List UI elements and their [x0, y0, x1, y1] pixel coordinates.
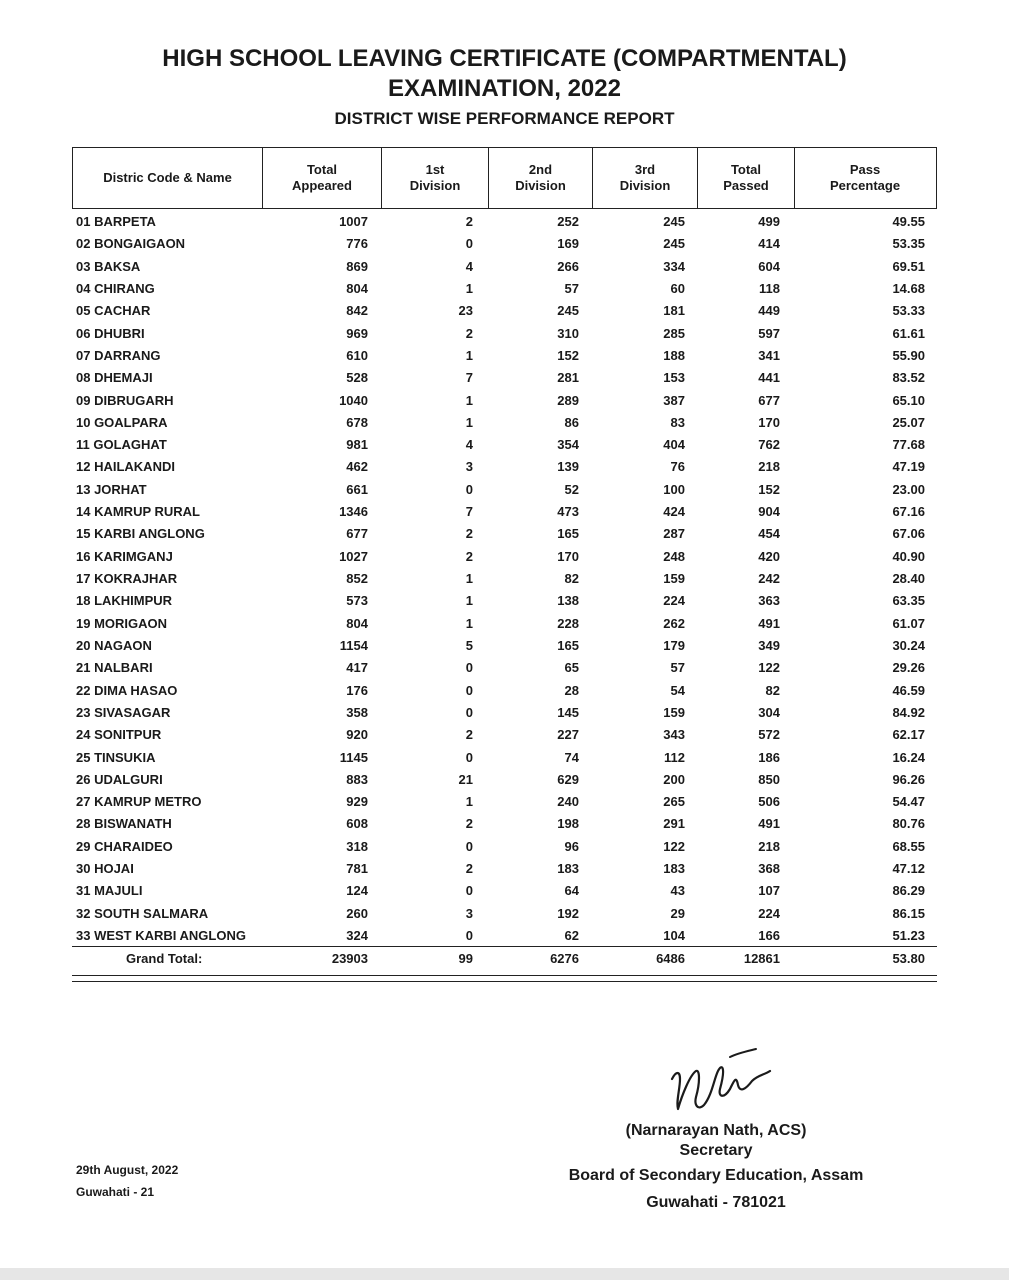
second-division: 139	[557, 459, 579, 475]
district-name: 24 SONITPUR	[76, 727, 162, 743]
pass-percentage: 16.24	[892, 749, 925, 765]
total-passed: 414	[758, 236, 780, 252]
district-name: 14 KAMRUP RURAL	[76, 504, 200, 520]
pass-percentage: 61.61	[892, 325, 925, 341]
total-passed: 242	[758, 571, 780, 586]
total-appeared: 781	[346, 861, 368, 877]
pass-percentage: 65.10	[892, 392, 925, 408]
table-row	[0, 903, 1009, 925]
district-name: 04 CHIRANG	[76, 280, 155, 296]
total-passed: 170	[758, 414, 780, 430]
total-appeared: 462	[346, 459, 368, 475]
total-passed: 107	[758, 883, 780, 899]
pass-percentage: 84.92	[892, 704, 925, 720]
first-division: 0	[465, 704, 473, 720]
pass-percentage: 62.17	[892, 727, 925, 743]
third-division: 404	[663, 437, 685, 453]
first-division: 7	[465, 504, 473, 520]
third-division: 60	[670, 280, 685, 296]
table-row	[0, 233, 1009, 255]
first-division: 1	[465, 347, 473, 363]
table-row	[0, 456, 1009, 478]
third-division: 387	[663, 392, 685, 408]
second-division: 152	[557, 347, 579, 363]
district-name: 09 DIBRUGARH	[76, 392, 174, 408]
pass-percentage: 53.33	[892, 303, 925, 319]
table-row	[0, 211, 1009, 233]
pass-percentage: 47.19	[892, 459, 925, 475]
table-row	[0, 501, 1009, 523]
district-name: 32 SOUTH SALMARA	[76, 905, 209, 921]
grand-total-label: Grand Total:	[126, 951, 203, 966]
first-division: 0	[465, 838, 473, 854]
total-appeared: 176	[346, 682, 368, 698]
first-division: 2	[465, 548, 473, 564]
table-row	[0, 613, 1009, 635]
report-place: Guwahati - 21	[76, 1185, 155, 1199]
second-division: 96	[564, 838, 579, 854]
first-division: 3	[465, 905, 473, 921]
first-division: 5	[465, 637, 473, 653]
first-division: 0	[465, 660, 473, 676]
total-passed: 449	[758, 303, 780, 319]
table-row	[0, 791, 1009, 813]
pass-percentage: 30.24	[892, 637, 925, 653]
district-name: 10 GOALPARA	[76, 414, 168, 430]
third-division: 245	[663, 236, 685, 252]
table-row	[0, 925, 1009, 947]
total-passed: 304	[758, 704, 780, 720]
district-name: 25 TINSUKIA	[76, 749, 156, 765]
total-divider-top	[72, 946, 937, 947]
total-appeared: 869	[346, 258, 368, 274]
table-row	[0, 390, 1009, 412]
third-division: 112	[664, 749, 685, 765]
district-name: 11 GOLAGHAT	[76, 437, 167, 453]
third-division: 334	[663, 258, 685, 274]
district-name: 15 KARBI ANGLONG	[76, 526, 205, 542]
district-name: 17 KOKRAJHAR	[76, 571, 178, 586]
table-row	[0, 434, 1009, 456]
total-passed: 499	[758, 214, 780, 229]
district-name: 08 DHEMAJI	[76, 370, 153, 386]
column-header-third-division: 3rd Division	[592, 148, 697, 208]
second-division: 473	[557, 504, 579, 520]
total-appeared: 358	[346, 704, 368, 720]
second-division: 198	[557, 816, 579, 832]
third-division: 262	[663, 615, 685, 631]
third-division: 76	[670, 459, 685, 475]
grand-total-third-division: 6486	[656, 951, 685, 966]
pass-percentage: 51.23	[892, 928, 925, 943]
second-division: 252	[557, 214, 579, 229]
district-name: 02 BONGAIGAON	[76, 236, 186, 252]
first-division: 2	[465, 816, 473, 832]
total-passed: 904	[758, 504, 780, 520]
report-date: 29th August, 2022	[76, 1163, 179, 1177]
total-appeared: 929	[346, 794, 368, 810]
grand-total-percentage: 53.80	[892, 951, 925, 966]
pass-percentage: 63.35	[892, 593, 925, 609]
table-row	[0, 323, 1009, 345]
total-appeared: 610	[346, 347, 368, 363]
table-row	[0, 657, 1009, 679]
pass-percentage: 23.00	[892, 481, 925, 497]
first-division: 1	[465, 414, 473, 430]
table-row	[0, 278, 1009, 300]
first-division: 3	[465, 459, 473, 475]
total-appeared: 883	[346, 771, 368, 787]
total-passed: 454	[758, 526, 780, 542]
total-passed: 572	[758, 727, 780, 743]
total-appeared: 1040	[339, 392, 368, 408]
column-header-appeared: Total Appeared	[262, 148, 381, 208]
second-division: 138	[557, 593, 579, 609]
grand-total-appeared: 23903	[331, 951, 368, 966]
pass-percentage: 47.12	[892, 861, 925, 877]
district-table-body	[0, 211, 1009, 947]
second-division: 82	[564, 571, 579, 586]
second-division: 74	[564, 749, 579, 765]
first-division: 0	[465, 883, 473, 899]
total-passed: 224	[758, 905, 780, 921]
pass-percentage: 61.07	[892, 615, 925, 631]
district-name: 13 JORHAT	[76, 481, 147, 497]
second-division: 64	[564, 883, 579, 899]
pass-percentage: 68.55	[892, 838, 925, 854]
report-subtitle: DISTRICT WISE PERFORMANCE REPORT	[334, 109, 675, 128]
first-division: 4	[465, 437, 473, 453]
total-appeared: 804	[346, 280, 368, 296]
district-name: 21 NALBARI	[76, 660, 153, 676]
total-appeared: 1007	[339, 214, 368, 229]
first-division: 1	[465, 794, 473, 810]
total-passed: 762	[758, 437, 780, 453]
pass-percentage: 67.06	[892, 526, 925, 542]
pass-percentage: 80.76	[892, 816, 925, 832]
pass-percentage: 86.29	[892, 883, 925, 899]
district-name: 07 DARRANG	[76, 347, 161, 363]
first-division: 1	[465, 571, 473, 586]
table-row	[0, 635, 1009, 657]
table-row	[0, 769, 1009, 791]
total-appeared: 981	[346, 437, 368, 453]
second-division: 145	[557, 704, 579, 720]
third-division: 54	[670, 682, 685, 698]
grand-total-passed: 12861	[743, 951, 780, 966]
total-passed: 118	[759, 280, 780, 296]
third-division: 285	[663, 325, 685, 341]
table-row	[0, 568, 1009, 590]
total-passed: 441	[758, 370, 780, 386]
district-name: 33 WEST KARBI ANGLONG	[76, 928, 246, 943]
second-division: 245	[557, 303, 579, 319]
pass-percentage: 29.26	[892, 660, 925, 676]
table-row	[0, 680, 1009, 702]
second-division: 289	[557, 392, 579, 408]
third-division: 183	[663, 861, 685, 877]
total-appeared: 804	[346, 615, 368, 631]
grand-total-first-division: 99	[458, 951, 473, 966]
column-header-district: Distric Code & Name	[103, 170, 232, 185]
third-division: 265	[663, 794, 685, 810]
district-name: 12 HAILAKANDI	[76, 459, 175, 475]
table-row	[0, 724, 1009, 746]
district-name: 30 HOJAI	[76, 861, 134, 877]
third-division: 153	[663, 370, 685, 386]
column-header-pass-percentage: Pass Percentage	[794, 148, 935, 208]
total-appeared: 661	[346, 481, 368, 497]
total-appeared: 324	[346, 928, 368, 943]
total-passed: 850	[758, 771, 780, 787]
third-division: 122	[663, 838, 685, 854]
table-row	[0, 367, 1009, 389]
pass-percentage: 49.55	[892, 214, 925, 229]
pass-percentage: 67.16	[892, 504, 925, 520]
first-division: 0	[465, 749, 473, 765]
third-division: 248	[663, 548, 685, 564]
first-division: 2	[465, 861, 473, 877]
first-division: 2	[465, 727, 473, 743]
second-division: 310	[557, 325, 579, 341]
second-division: 266	[557, 258, 579, 274]
total-passed: 218	[758, 459, 780, 475]
pass-percentage: 25.07	[892, 414, 925, 430]
pass-percentage: 46.59	[892, 682, 925, 698]
district-name: 22 DIMA HASAO	[76, 682, 178, 698]
district-name: 03 BAKSA	[76, 258, 141, 274]
first-division: 0	[465, 481, 473, 497]
second-division: 62	[564, 928, 579, 943]
third-division: 159	[663, 704, 685, 720]
total-appeared: 1145	[339, 749, 368, 765]
district-name: 01 BARPETA	[76, 214, 156, 229]
third-division: 29	[670, 905, 685, 921]
third-division: 424	[663, 504, 685, 520]
second-division: 354	[557, 437, 579, 453]
third-division: 291	[663, 816, 685, 832]
first-division: 1	[465, 593, 473, 609]
total-passed: 491	[758, 615, 780, 631]
district-name: 29 CHARAIDEO	[76, 838, 173, 854]
first-division: 2	[465, 325, 473, 341]
total-appeared: 1346	[339, 504, 368, 520]
table-row	[0, 747, 1009, 769]
district-name: 28 BISWANATH	[76, 816, 172, 832]
total-passed: 349	[758, 637, 780, 653]
pass-percentage: 69.51	[892, 258, 925, 274]
first-division: 0	[465, 928, 473, 943]
table-row	[0, 858, 1009, 880]
handwritten-signature	[668, 1045, 774, 1121]
total-appeared: 969	[346, 325, 368, 341]
pass-percentage: 53.35	[892, 236, 925, 252]
total-passed: 152	[758, 481, 780, 497]
table-row	[0, 523, 1009, 545]
total-appeared: 124	[346, 883, 368, 899]
table-row	[0, 546, 1009, 568]
second-division: 165	[557, 637, 579, 653]
total-passed: 604	[758, 258, 780, 274]
signatory-address: Guwahati - 781021	[646, 1194, 786, 1211]
third-division: 343	[663, 727, 685, 743]
table-row	[0, 300, 1009, 322]
column-header-second-division: 2nd Division	[488, 148, 592, 208]
total-appeared: 842	[346, 303, 368, 319]
first-division: 23	[458, 303, 473, 319]
third-division: 57	[670, 660, 685, 676]
total-passed: 677	[758, 392, 780, 408]
report-title-line2: EXAMINATION, 2022	[388, 75, 621, 102]
column-header-total-passed: Total Passed	[697, 148, 794, 208]
district-name: 20 NAGAON	[76, 637, 152, 653]
pass-percentage: 96.26	[892, 771, 925, 787]
third-division: 43	[670, 883, 685, 899]
pass-percentage: 86.15	[892, 905, 925, 921]
third-division: 83	[670, 414, 685, 430]
first-division: 7	[465, 370, 473, 386]
second-division: 183	[557, 861, 579, 877]
district-name: 18 LAKHIMPUR	[76, 593, 173, 609]
third-division: 200	[663, 771, 685, 787]
second-division: 57	[564, 280, 579, 296]
second-division: 65	[564, 660, 579, 676]
second-division: 28	[564, 682, 579, 698]
total-passed: 506	[758, 794, 780, 810]
total-divider-bottom-1	[72, 975, 937, 976]
first-division: 0	[465, 682, 473, 698]
first-division: 1	[465, 392, 473, 408]
table-row	[0, 345, 1009, 367]
pass-percentage: 14.68	[892, 280, 925, 296]
table-row	[0, 702, 1009, 724]
table-row	[0, 590, 1009, 612]
total-appeared: 608	[346, 816, 368, 832]
second-division: 240	[557, 794, 579, 810]
total-passed: 597	[758, 325, 780, 341]
district-name: 26 UDALGURI	[76, 771, 163, 787]
total-passed: 491	[758, 816, 780, 832]
total-passed: 363	[758, 593, 780, 609]
total-appeared: 776	[346, 236, 368, 252]
total-passed: 122	[758, 660, 780, 676]
table-row	[0, 813, 1009, 835]
page-bottom-strip	[0, 1268, 1009, 1280]
total-passed: 186	[758, 749, 780, 765]
district-name: 19 MORIGAON	[76, 615, 168, 631]
third-division: 188	[663, 347, 685, 363]
grand-total-second-division: 6276	[550, 951, 579, 966]
total-appeared: 573	[346, 593, 368, 609]
total-appeared: 852	[346, 571, 368, 586]
table-row	[0, 836, 1009, 858]
total-divider-bottom-2	[72, 981, 937, 982]
report-title-line1: HIGH SCHOOL LEAVING CERTIFICATE (COMPARTMENTAL)	[162, 45, 847, 72]
total-passed: 341	[758, 347, 780, 363]
third-division: 100	[663, 481, 685, 497]
second-division: 169	[557, 236, 579, 252]
second-division: 192	[557, 905, 579, 921]
district-name: 06 DHUBRI	[76, 325, 145, 341]
second-division: 86	[564, 414, 579, 430]
district-name: 16 KARIMGANJ	[76, 548, 173, 564]
first-division: 21	[458, 771, 473, 787]
pass-percentage: 54.47	[892, 794, 925, 810]
total-appeared: 417	[346, 660, 368, 676]
first-division: 4	[465, 258, 473, 274]
district-name: 23 SIVASAGAR	[76, 704, 171, 720]
pass-percentage: 55.90	[892, 347, 925, 363]
district-name: 05 CACHAR	[76, 303, 151, 319]
table-row	[0, 479, 1009, 501]
third-division: 287	[663, 526, 685, 542]
total-appeared: 920	[346, 727, 368, 743]
second-division: 281	[557, 370, 579, 386]
column-header-first-division: 1st Division	[381, 148, 488, 208]
first-division: 2	[465, 214, 473, 229]
total-appeared: 1154	[339, 637, 368, 653]
total-appeared: 318	[346, 838, 368, 854]
table-row	[0, 880, 1009, 902]
third-division: 104	[663, 928, 685, 943]
total-appeared: 678	[346, 414, 368, 430]
third-division: 179	[663, 637, 685, 653]
second-division: 629	[557, 771, 579, 787]
first-division: 1	[465, 615, 473, 631]
first-division: 0	[465, 236, 473, 252]
pass-percentage: 40.90	[892, 548, 925, 564]
district-name: 27 KAMRUP METRO	[76, 794, 202, 810]
total-appeared: 1027	[339, 548, 368, 564]
first-division: 1	[465, 280, 473, 296]
second-division: 228	[557, 615, 579, 631]
table-header	[72, 147, 937, 209]
total-appeared: 528	[346, 370, 368, 386]
table-row	[0, 256, 1009, 278]
district-name: 31 MAJULI	[76, 883, 143, 899]
total-passed: 82	[765, 682, 780, 698]
pass-percentage: 83.52	[892, 370, 925, 386]
total-appeared: 677	[346, 526, 368, 542]
table-row	[0, 412, 1009, 434]
total-appeared: 260	[346, 905, 368, 921]
first-division: 2	[465, 526, 473, 542]
second-division: 170	[557, 548, 579, 564]
grand-total-row	[0, 948, 1009, 970]
total-passed: 166	[758, 928, 780, 943]
total-passed: 368	[758, 861, 780, 877]
signatory-organization: Board of Secondary Education, Assam	[568, 1167, 864, 1184]
total-passed: 420	[758, 548, 780, 564]
third-division: 245	[663, 214, 685, 229]
second-division: 165	[557, 526, 579, 542]
third-division: 224	[663, 593, 685, 609]
second-division: 227	[557, 727, 579, 743]
pass-percentage: 28.40	[892, 571, 925, 586]
signatory-designation: Secretary	[679, 1142, 753, 1159]
third-division: 181	[663, 303, 685, 319]
second-division: 52	[564, 481, 579, 497]
pass-percentage: 77.68	[892, 437, 925, 453]
signatory-name: (Narnarayan Nath, ACS)	[625, 1122, 807, 1139]
third-division: 159	[663, 571, 685, 586]
total-passed: 218	[758, 838, 780, 854]
